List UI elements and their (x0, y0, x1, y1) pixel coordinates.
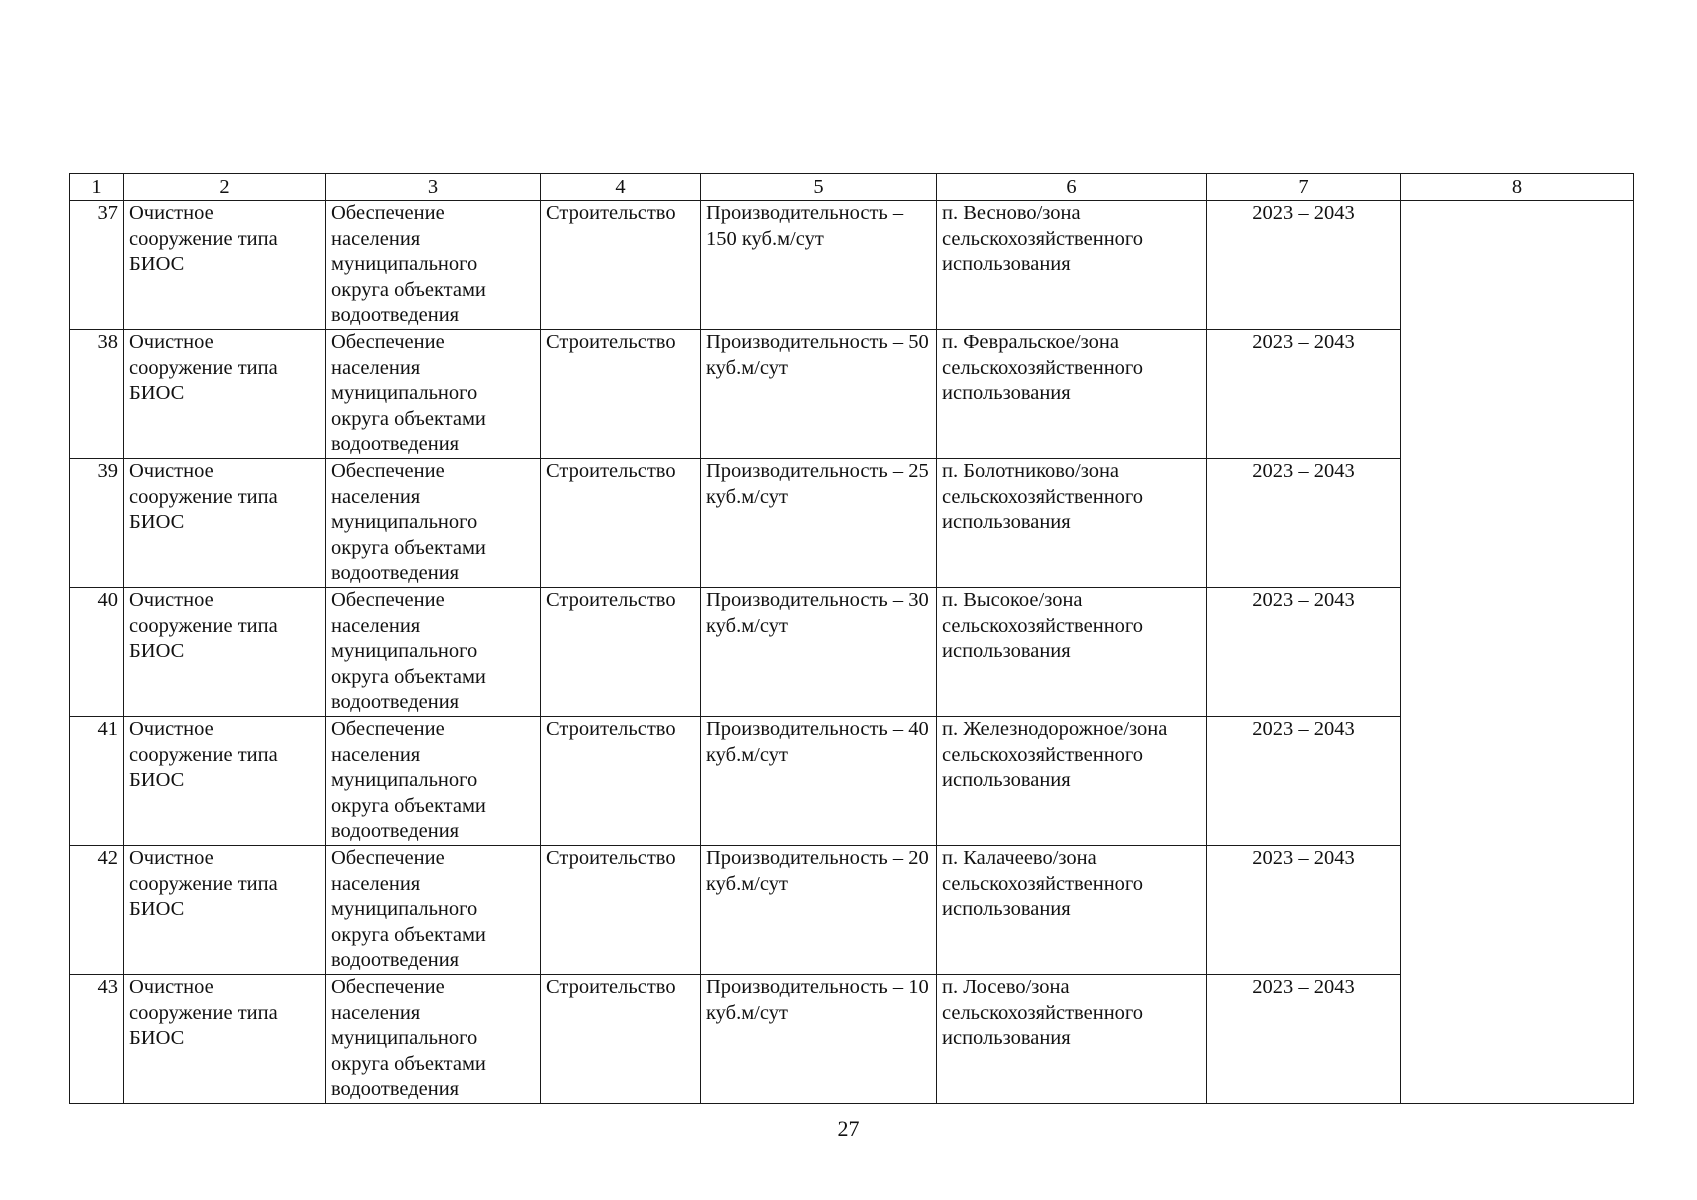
header-col-8: 8 (1401, 174, 1634, 201)
object-name: Очистное сооружение типа БИОС (124, 846, 326, 975)
row-number: 39 (70, 459, 124, 588)
location: п. Весново/зона сельскохозяйственного использования (937, 201, 1207, 330)
capacity: Производительность – 40 куб.м/сут (701, 717, 937, 846)
table-header-row (70, 174, 1634, 201)
table-row (70, 717, 1634, 846)
table-row (70, 975, 1634, 1104)
object-purpose: Обеспечение населения муниципального округа объектами водоотведения (326, 846, 541, 975)
header-col-7: 7 (1207, 174, 1401, 201)
table-row (70, 330, 1634, 459)
table-row (70, 459, 1634, 588)
capacity: Производительность – 50 куб.м/сут (701, 330, 937, 459)
header-col-2: 2 (124, 174, 326, 201)
work-type: Строительство (541, 330, 701, 459)
period: 2023 – 2043 (1207, 717, 1401, 846)
table-row (70, 201, 1634, 330)
object-purpose: Обеспечение населения муниципального округа объектами водоотведения (326, 717, 541, 846)
location: п. Железнодорожное/зона сельскохозяйственного использования (937, 717, 1207, 846)
work-type: Строительство (541, 588, 701, 717)
work-type: Строительство (541, 717, 701, 846)
header-col-6: 6 (937, 174, 1207, 201)
header-col-1: 1 (70, 174, 124, 201)
period: 2023 – 2043 (1207, 201, 1401, 330)
object-purpose: Обеспечение населения муниципального округа объектами водоотведения (326, 459, 541, 588)
row-number: 43 (70, 975, 124, 1104)
row-number: 41 (70, 717, 124, 846)
row-number: 37 (70, 201, 124, 330)
table-row (70, 588, 1634, 717)
capacity: Производительность – 10 куб.м/сут (701, 975, 937, 1104)
work-type: Строительство (541, 846, 701, 975)
object-purpose: Обеспечение населения муниципального округа объектами водоотведения (326, 975, 541, 1104)
capacity: Производительность – 30 куб.м/сут (701, 588, 937, 717)
period: 2023 – 2043 (1207, 459, 1401, 588)
location: п. Болотниково/зона сельскохозяйственного использования (937, 459, 1207, 588)
table-row (70, 846, 1634, 975)
column-8-cell (1401, 201, 1634, 1104)
header-col-4: 4 (541, 174, 701, 201)
object-purpose: Обеспечение населения муниципального округа объектами водоотведения (326, 330, 541, 459)
work-type: Строительство (541, 459, 701, 588)
location: п. Лосево/зона сельскохозяйственного использования (937, 975, 1207, 1104)
object-purpose: Обеспечение населения муниципального округа объектами водоотведения (326, 588, 541, 717)
capacity: Производительность – 150 куб.м/сут (701, 201, 937, 330)
row-number: 38 (70, 330, 124, 459)
work-type: Строительство (541, 975, 701, 1104)
location: п. Высокое/зона сельскохозяйственного использования (937, 588, 1207, 717)
location: п. Февральское/зона сельскохозяйственного использования (937, 330, 1207, 459)
location: п. Калачеево/зона сельскохозяйственного использования (937, 846, 1207, 975)
infrastructure-table (69, 173, 1634, 1104)
row-number: 42 (70, 846, 124, 975)
period: 2023 – 2043 (1207, 975, 1401, 1104)
capacity: Производительность – 25 куб.м/сут (701, 459, 937, 588)
capacity: Производительность – 20 куб.м/сут (701, 846, 937, 975)
object-name: Очистное сооружение типа БИОС (124, 588, 326, 717)
object-purpose: Обеспечение населения муниципального округа объектами водоотведения (326, 201, 541, 330)
object-name: Очистное сооружение типа БИОС (124, 330, 326, 459)
period: 2023 – 2043 (1207, 846, 1401, 975)
header-col-3: 3 (326, 174, 541, 201)
period: 2023 – 2043 (1207, 588, 1401, 717)
object-name: Очистное сооружение типа БИОС (124, 975, 326, 1104)
row-number: 40 (70, 588, 124, 717)
object-name: Очистное сооружение типа БИОС (124, 717, 326, 846)
period: 2023 – 2043 (1207, 330, 1401, 459)
object-name: Очистное сооружение типа БИОС (124, 459, 326, 588)
header-col-5: 5 (701, 174, 937, 201)
page-number: 27 (837, 1116, 860, 1141)
work-type: Строительство (541, 201, 701, 330)
object-name: Очистное сооружение типа БИОС (124, 201, 326, 330)
